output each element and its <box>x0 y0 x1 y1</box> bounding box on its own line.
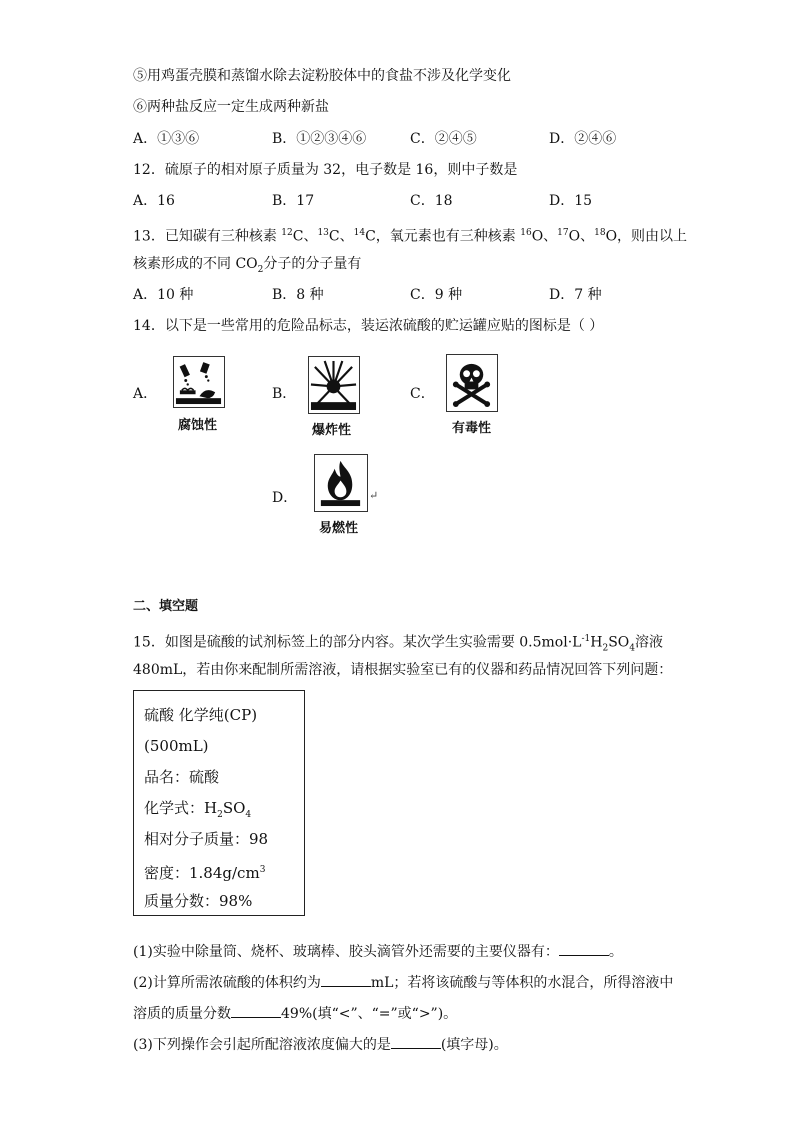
q13-line2-start: 核素形成的不同 CO <box>133 256 258 272</box>
reagent-label <box>133 690 305 916</box>
o17-mass-number: 17 <box>557 228 569 238</box>
q13-stem-start: 13．已知碳有三种核素 <box>133 228 282 245</box>
q15-sub2-line2 <box>133 1003 457 1024</box>
q13-stem-mid: ，氧元素也有三种核素 <box>375 228 521 245</box>
answer-blank-4[interactable] <box>391 1034 441 1049</box>
c13-mass-number: 13 <box>317 228 329 238</box>
carbon-symbol: C <box>328 228 340 245</box>
q14-option-c-letter: C． <box>410 386 435 402</box>
carbon-symbol: C <box>292 228 304 245</box>
unit-superscript: -1 <box>581 634 591 644</box>
q15-sub2-mid: mL；若将该硫酸与等体积的水混合，所得溶液中 <box>370 975 674 991</box>
oxygen-symbol: O <box>568 228 581 245</box>
q13-stem-line1 <box>133 223 687 247</box>
skull-crossbones-icon-graphic <box>447 355 496 410</box>
label-volume: (500mL) <box>144 737 209 755</box>
q14-option-d-letter: D． <box>272 490 298 506</box>
section-title-fill-in: 二、填空题 <box>133 599 199 614</box>
q15-stem-line1 <box>133 629 663 658</box>
label-formula-start: 化学式：H <box>144 799 218 817</box>
label-name: 品名：硫酸 <box>144 768 220 786</box>
formula-so: SO <box>608 634 630 651</box>
q14-stem: 14．以下是一些常用的危险品标志，装运浓硫酸的贮运罐应贴的图标是（ ） <box>133 318 604 334</box>
q13-option-b: B．8 种 <box>272 287 324 303</box>
q14-option-b-letter: B． <box>272 386 297 402</box>
co2-subscript: 2 <box>257 264 264 275</box>
q14-option-d-caption: 易燃性 <box>319 521 359 536</box>
q15-line1-end: 溶液 <box>635 634 664 651</box>
o16-mass-number: 16 <box>520 228 532 238</box>
formula-h: H <box>590 634 603 651</box>
q13-line2-end: 分子的分子量有 <box>263 256 362 272</box>
q15-sub2-line1 <box>133 972 673 993</box>
q14-option-a-letter: A． <box>133 386 158 402</box>
answer-blank-1[interactable] <box>559 941 609 956</box>
q11-option-c: C．②④⑤ <box>410 131 477 147</box>
flame-icon <box>314 454 368 512</box>
skull-crossbones-icon <box>446 354 498 412</box>
q14-option-a-caption: 腐蚀性 <box>178 418 218 433</box>
q15-sub1 <box>133 941 623 962</box>
label-title: 硫酸 化学纯(CP) <box>144 706 258 724</box>
label-formula-sub-2: 2 <box>217 810 223 820</box>
c12-mass-number: 12 <box>281 228 293 238</box>
q14-option-b-caption: 爆炸性 <box>312 423 352 438</box>
q11-option-b: B．①②③④⑥ <box>272 131 367 147</box>
label-mass-fraction: 质量分数：98% <box>144 892 253 910</box>
q13-option-a: A．10 种 <box>133 287 194 303</box>
c14-mass-number: 14 <box>353 228 366 238</box>
formula-sub-4: 4 <box>629 643 636 654</box>
q11-item-5: ⑤用鸡蛋壳膜和蒸馏水除去淀粉胶体中的食盐不涉及化学变化 <box>133 68 511 84</box>
oxygen-symbol: O <box>605 228 618 245</box>
flame-icon-graphic <box>315 455 366 510</box>
q15-sub1-end: 。 <box>608 944 623 960</box>
q15-sub2-line2-end: 49%(填“<”、“=”或“>”)。 <box>281 1006 458 1022</box>
label-molar-mass: 相对分子质量：98 <box>144 830 269 848</box>
q13-stem-line2 <box>133 254 361 280</box>
answer-blank-2[interactable] <box>321 972 371 987</box>
label-density-superscript: 3 <box>259 865 266 875</box>
label-density-value: 密度：1.84g/cm <box>144 864 260 882</box>
label-formula-so: SO <box>222 799 246 817</box>
separator: 、 <box>580 228 595 245</box>
q11-item-6: ⑥两种盐反应一定生成两种新盐 <box>133 99 329 115</box>
q15-sub3 <box>133 1034 508 1055</box>
q15-sub2-text: (2)计算所需浓硫酸的体积约为 <box>133 975 321 991</box>
q12-option-d: D．15 <box>549 193 593 209</box>
q11-option-a: A．①③⑥ <box>133 131 200 147</box>
q15-sub2-line2-start: 溶质的质量分数 <box>133 1006 231 1022</box>
q12-option-a: A．16 <box>133 193 175 209</box>
label-formula <box>144 798 251 825</box>
corrosive-icon-graphic <box>174 357 223 406</box>
separator: 、 <box>339 228 354 245</box>
o18-mass-number: 18 <box>594 228 606 238</box>
q12-option-c: C．18 <box>410 193 453 209</box>
paragraph-return-mark: ↵ <box>369 489 379 502</box>
q15-sub1-text: (1)实验中除量筒、烧杯、玻璃棒、胶头滴管外还需要的主要仪器有： <box>133 944 559 960</box>
q15-sub3-end: (填字母)。 <box>440 1037 508 1053</box>
explosive-icon <box>308 356 360 414</box>
corrosive-icon <box>173 356 225 408</box>
q13-stem-end: ，则由以上 <box>617 228 688 245</box>
q12-stem: 12．硫原子的相对原子质量为 32，电子数是 16，则中子数是 <box>133 162 518 178</box>
separator: 、 <box>303 228 318 245</box>
answer-blank-3[interactable] <box>231 1003 281 1018</box>
q11-option-d: D．②④⑥ <box>549 131 617 147</box>
explosive-icon-graphic <box>309 357 358 412</box>
q13-option-c: C．9 种 <box>410 287 463 303</box>
q15-stem-line2: 480mL，若由你来配制所需溶液，请根据实验室已有的仪器和药品情况回答下列问题： <box>133 662 673 678</box>
carbon-symbol: C <box>365 228 376 245</box>
formula-sub-2: 2 <box>602 643 609 654</box>
q13-option-d: D．7 种 <box>549 287 602 303</box>
q14-option-c-caption: 有毒性 <box>452 421 492 436</box>
oxygen-symbol: O <box>531 228 544 245</box>
label-formula-sub-4: 4 <box>245 810 252 820</box>
separator: 、 <box>543 228 558 245</box>
q12-option-b: B．17 <box>272 193 315 209</box>
label-density <box>144 860 265 883</box>
q15-sub3-text: (3)下列操作会引起所配溶液浓度偏大的是 <box>133 1037 391 1053</box>
q15-line1-start: 15．如图是硫酸的试剂标签上的部分内容。某次学生实验需要 0.5mol·L <box>133 634 582 651</box>
